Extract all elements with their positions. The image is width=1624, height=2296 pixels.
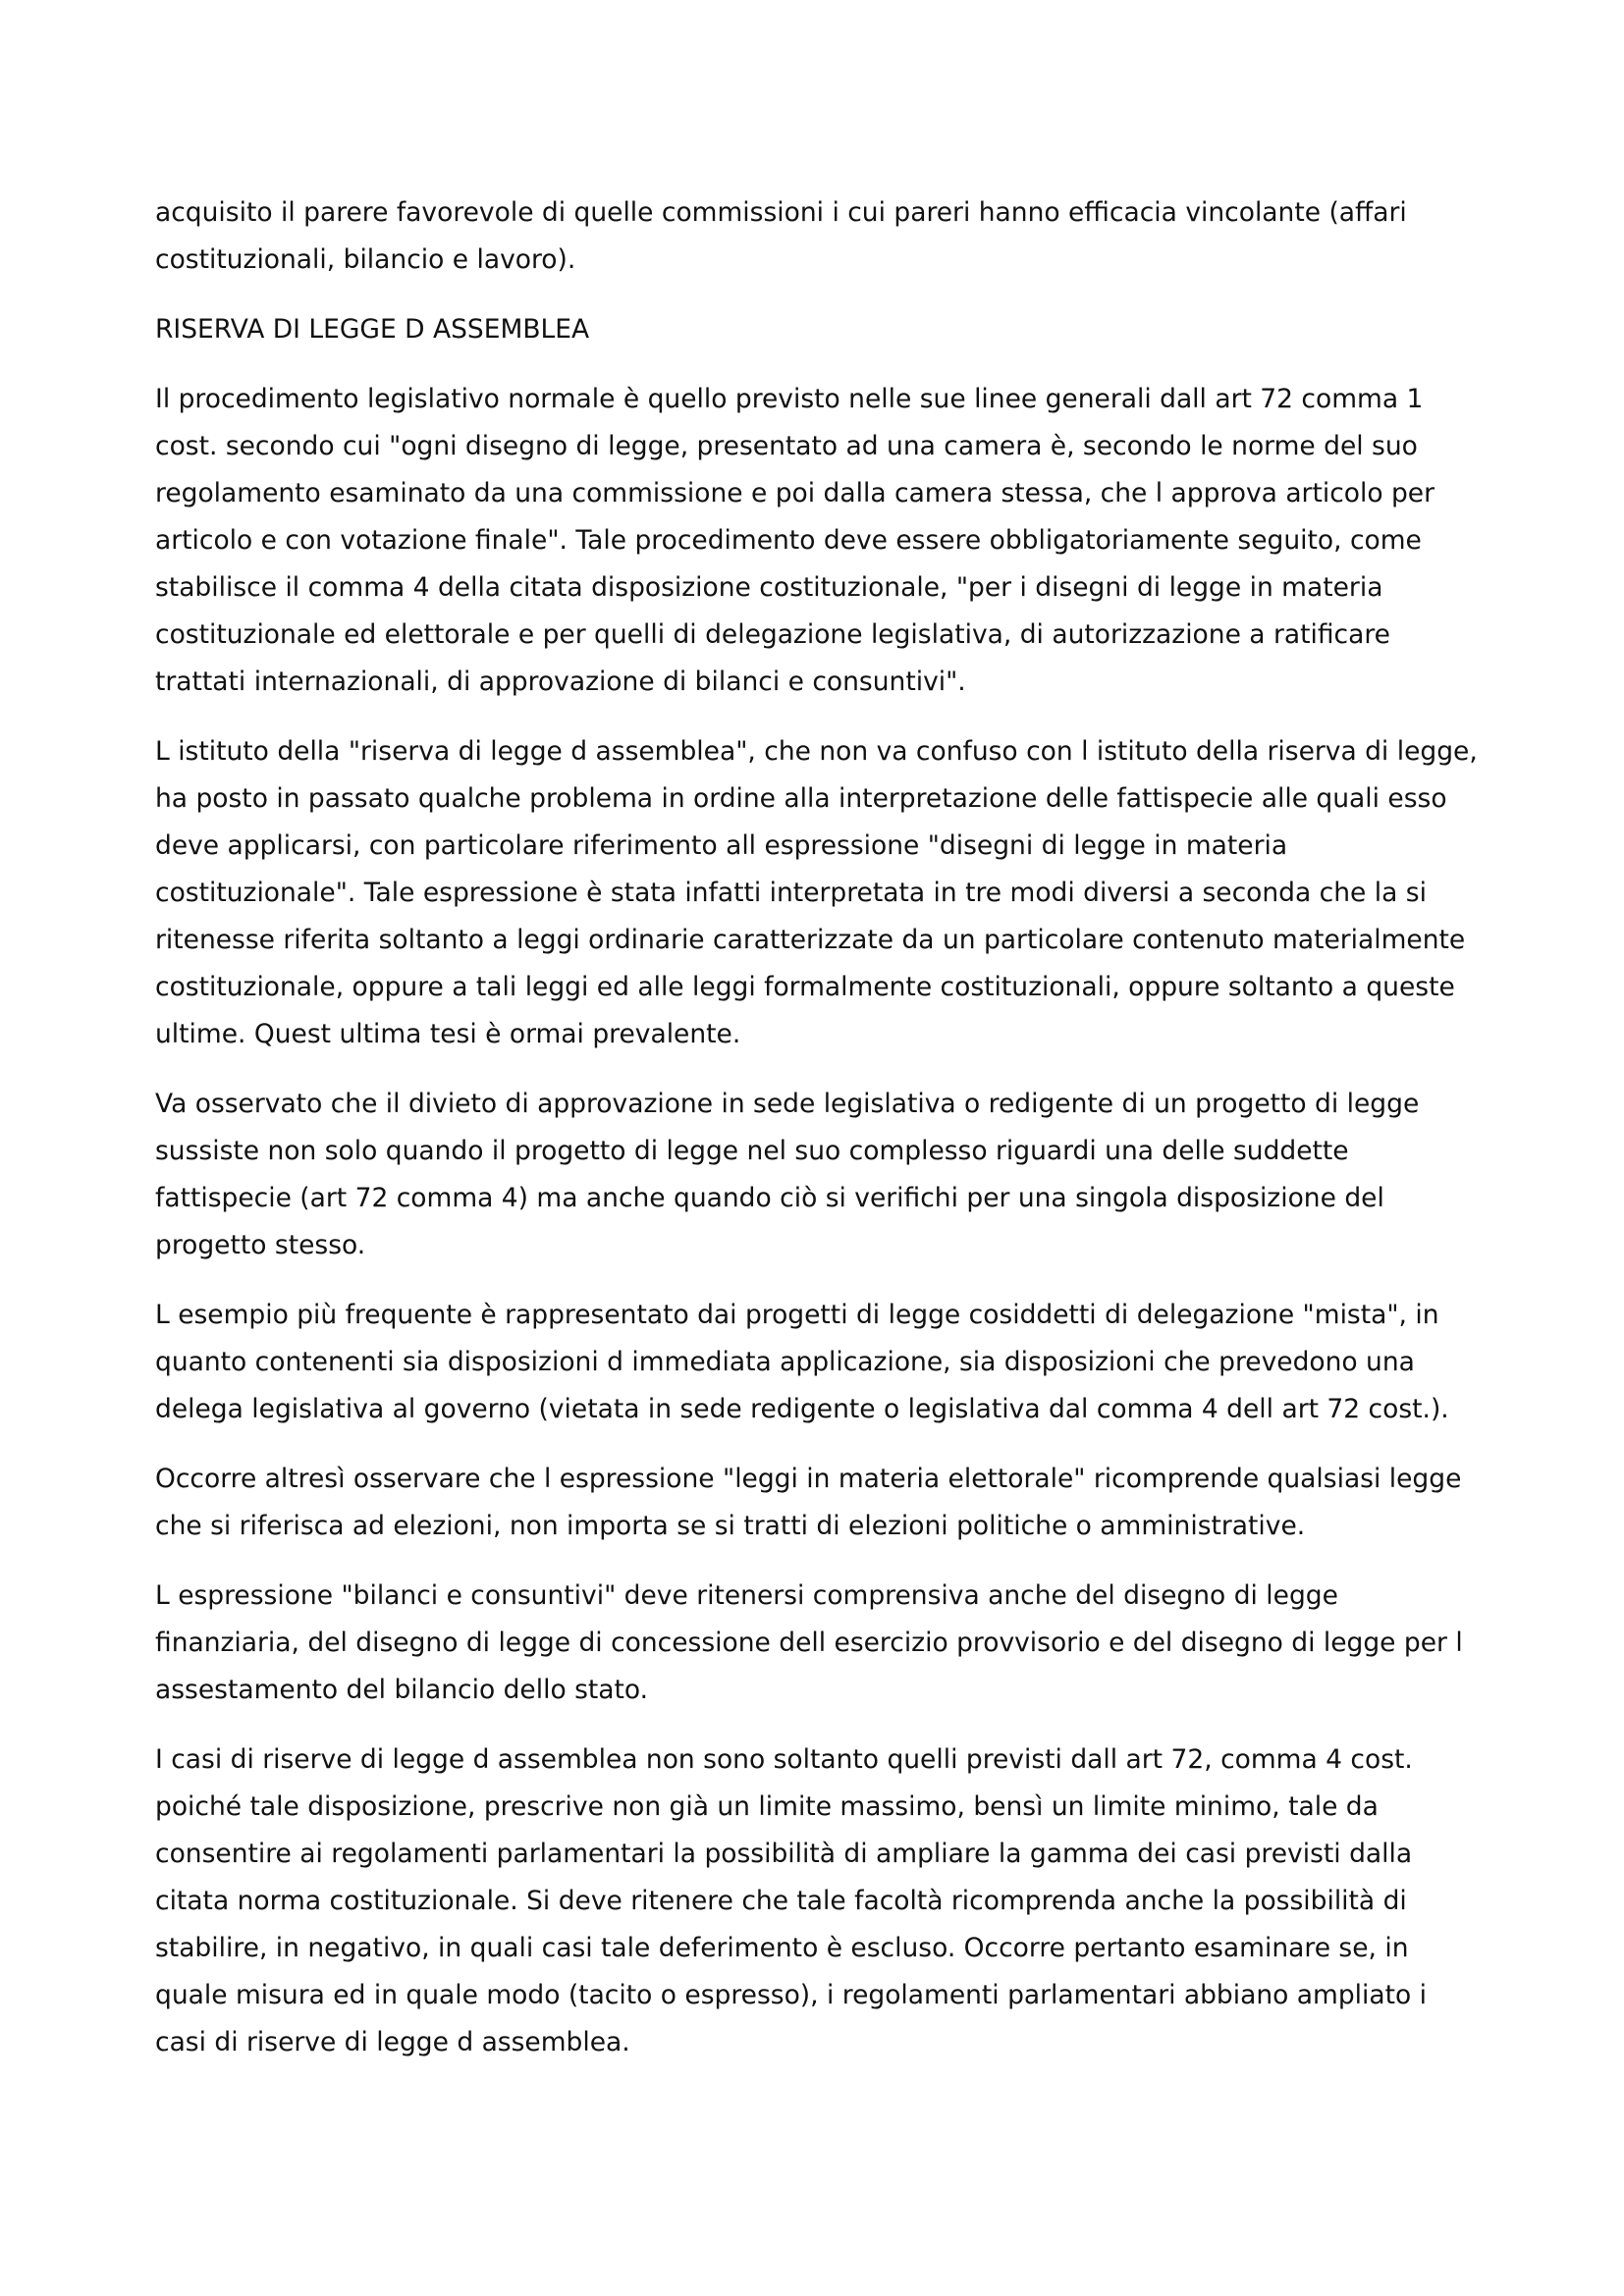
paragraph: I casi di riserve di legge d assemblea non sono soltanto quelli previsti dall art 72, comma 4 cost. poiché tale disposizione, prescrive non già un limite massimo, bensì un limite minimo, tale da consentire ai regolamenti parlamentari la possibilità di ampliare la gamma dei casi previsti dalla citata norma costituzionale. Si deve ritenere che tale facoltà ricomprenda anche la possibilità di stabilire, in negativo, in quali casi tale deferimento è escluso. Occorre pertanto esaminare se, in quale misura ed in quale modo (tacito o espresso), i regolamenti parlamentari abbiano ampliato i casi di riserve di legge d assemblea. xyxy=(155,1744,1428,2057)
section-heading: RISERVA DI LEGGE D ASSEMBLEA xyxy=(155,314,590,345)
document-body xyxy=(155,189,1481,2089)
paragraph: Occorre altresì osservare che l espressione "leggi in materia elettorale" ricomprende qualsiasi legge che si riferisca ad elezioni, non importa se si tratti di elezioni politiche o amministrative. xyxy=(155,1464,1462,1541)
paragraph: L esempio più frequente è rappresentato dai progetti di legge cosiddetti di delegazione "mista", in quanto contenenti sia disposizioni d immediata applicazione, sia disposizioni che prevedono una delega legislativa al governo (vietata in sede redigente o legislativa dal comma 4 dell art 72 cost.). xyxy=(155,1300,1449,1424)
paragraph-continuation: acquisito il parere favorevole di quelle commissioni i cui pareri hanno efficacia vincolante (affari costituzionali, bilancio e lavoro). xyxy=(155,197,1407,275)
paragraph: Va osservato che il divieto di approvazione in sede legislativa o redigente di un progetto di legge sussiste non solo quando il progetto di legge nel suo complesso riguardi una delle suddette fattispecie (art 72 comma 4) ma anche quando ciò si verifichi per una singola disposizione del progetto stesso. xyxy=(155,1089,1420,1260)
paragraph: L istituto della "riserva di legge d assemblea", che non va confuso con l istituto della riserva di legge, ha posto in passato qualche problema in ordine alla interpretazione delle fattispecie alle quali esso deve applicarsi, con particolare riferimento all espressione "disegni di legge in materia costituzionale". Tale espressione è stata infatti interpretata in tre modi diversi a seconda che la si ritenesse riferita soltanto a leggi ordinarie caratterizzate da un particolare contenuto materialmente costituzionale, oppure a tali leggi ed alle leggi formalmente costituzionali, oppure soltanto a queste ultime. Quest ultima tesi è ormai prevalente. xyxy=(155,736,1478,1049)
paragraph: Il procedimento legislativo normale è quello previsto nelle sue linee generali dall art 72 comma 1 cost. secondo cui "ogni disegno di legge, presentato ad una camera è, secondo le norme del suo regolamento esaminato da una commissione e poi dalla camera stessa, che l approva articolo per articolo e con votazione finale". Tale procedimento deve essere obbligatoriamente seguito, come stabilisce il comma 4 della citata disposizione costituzionale, "per i disegni di legge in materia costituzionale ed elettorale e per quelli di delegazione legislativa, di autorizzazione a ratificare trattati internazionali, di approvazione di bilanci e consuntivi". xyxy=(155,384,1435,697)
paragraph: L espressione "bilanci e consuntivi" deve ritenersi comprensiva anche del disegno di legge finanziaria, del disegno di legge di concessione dell esercizio provvisorio e del disegno di legge per l assestamento del bilancio dello stato. xyxy=(155,1580,1463,1705)
